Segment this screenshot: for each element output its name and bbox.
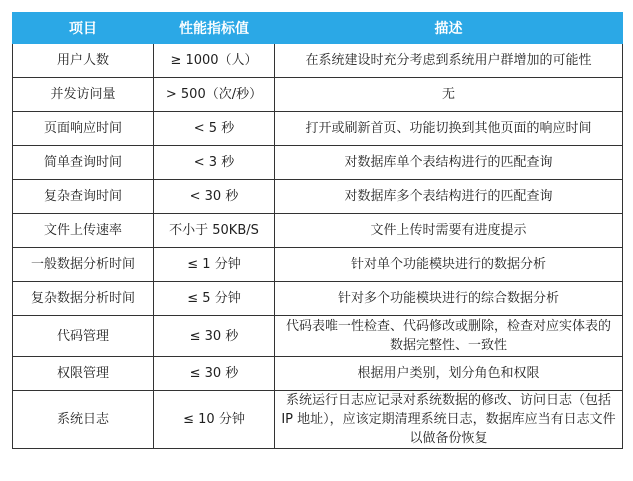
table-row <box>13 112 623 146</box>
cell-item: 简单查询时间 <box>13 146 154 180</box>
cell-value: < 30 秒 <box>154 180 275 214</box>
table-row <box>13 391 623 449</box>
cell-item: 系统日志 <box>13 391 154 449</box>
cell-description: 系统运行日志应记录对系统数据的修改、访问日志（包括 IP 地址），应该定期清理系统日志，数据库应当有日志文件以做备份恢复 <box>275 391 623 449</box>
header-description: 描述 <box>275 13 623 44</box>
cell-item: 并发访问量 <box>13 78 154 112</box>
header-item: 项目 <box>13 13 154 44</box>
cell-item: 代码管理 <box>13 316 154 357</box>
cell-value: < 3 秒 <box>154 146 275 180</box>
cell-item: 复杂数据分析时间 <box>13 282 154 316</box>
cell-description: 在系统建设时充分考虑到系统用户群增加的可能性 <box>275 44 623 78</box>
cell-value: < 5 秒 <box>154 112 275 146</box>
cell-description: 针对单个功能模块进行的数据分析 <box>275 248 623 282</box>
header-metric-value: 性能指标值 <box>154 13 275 44</box>
table-row <box>13 44 623 78</box>
cell-description: 对数据库单个表结构进行的匹配查询 <box>275 146 623 180</box>
cell-item: 页面响应时间 <box>13 112 154 146</box>
cell-item: 文件上传速率 <box>13 214 154 248</box>
cell-value: 不小于 50KB/S <box>154 214 275 248</box>
cell-description: 针对多个功能模块进行的综合数据分析 <box>275 282 623 316</box>
cell-item: 权限管理 <box>13 357 154 391</box>
cell-item: 一般数据分析时间 <box>13 248 154 282</box>
cell-item: 用户人数 <box>13 44 154 78</box>
cell-value: ≤ 10 分钟 <box>154 391 275 449</box>
cell-description: 打开或刷新首页、功能切换到其他页面的响应时间 <box>275 112 623 146</box>
cell-description: 无 <box>275 78 623 112</box>
cell-value: ≤ 30 秒 <box>154 357 275 391</box>
table-row <box>13 357 623 391</box>
cell-value: ≤ 1 分钟 <box>154 248 275 282</box>
cell-description: 根据用户类别，划分角色和权限 <box>275 357 623 391</box>
table-row <box>13 316 623 357</box>
performance-requirements-table <box>12 12 623 449</box>
cell-value: > 500（次/秒） <box>154 78 275 112</box>
cell-description: 代码表唯一性检查、代码修改或删除，检查对应实体表的数据完整性、一致性 <box>275 316 623 357</box>
table-row <box>13 214 623 248</box>
cell-description: 对数据库多个表结构进行的匹配查询 <box>275 180 623 214</box>
table-row <box>13 282 623 316</box>
table-header-row <box>13 13 623 44</box>
cell-description: 文件上传时需要有进度提示 <box>275 214 623 248</box>
cell-value: ≤ 5 分钟 <box>154 282 275 316</box>
performance-table-container <box>12 12 622 449</box>
table-row <box>13 180 623 214</box>
cell-value: ≤ 30 秒 <box>154 316 275 357</box>
table-row <box>13 248 623 282</box>
cell-value: ≥ 1000（人） <box>154 44 275 78</box>
cell-item: 复杂查询时间 <box>13 180 154 214</box>
table-row <box>13 78 623 112</box>
table-row <box>13 146 623 180</box>
